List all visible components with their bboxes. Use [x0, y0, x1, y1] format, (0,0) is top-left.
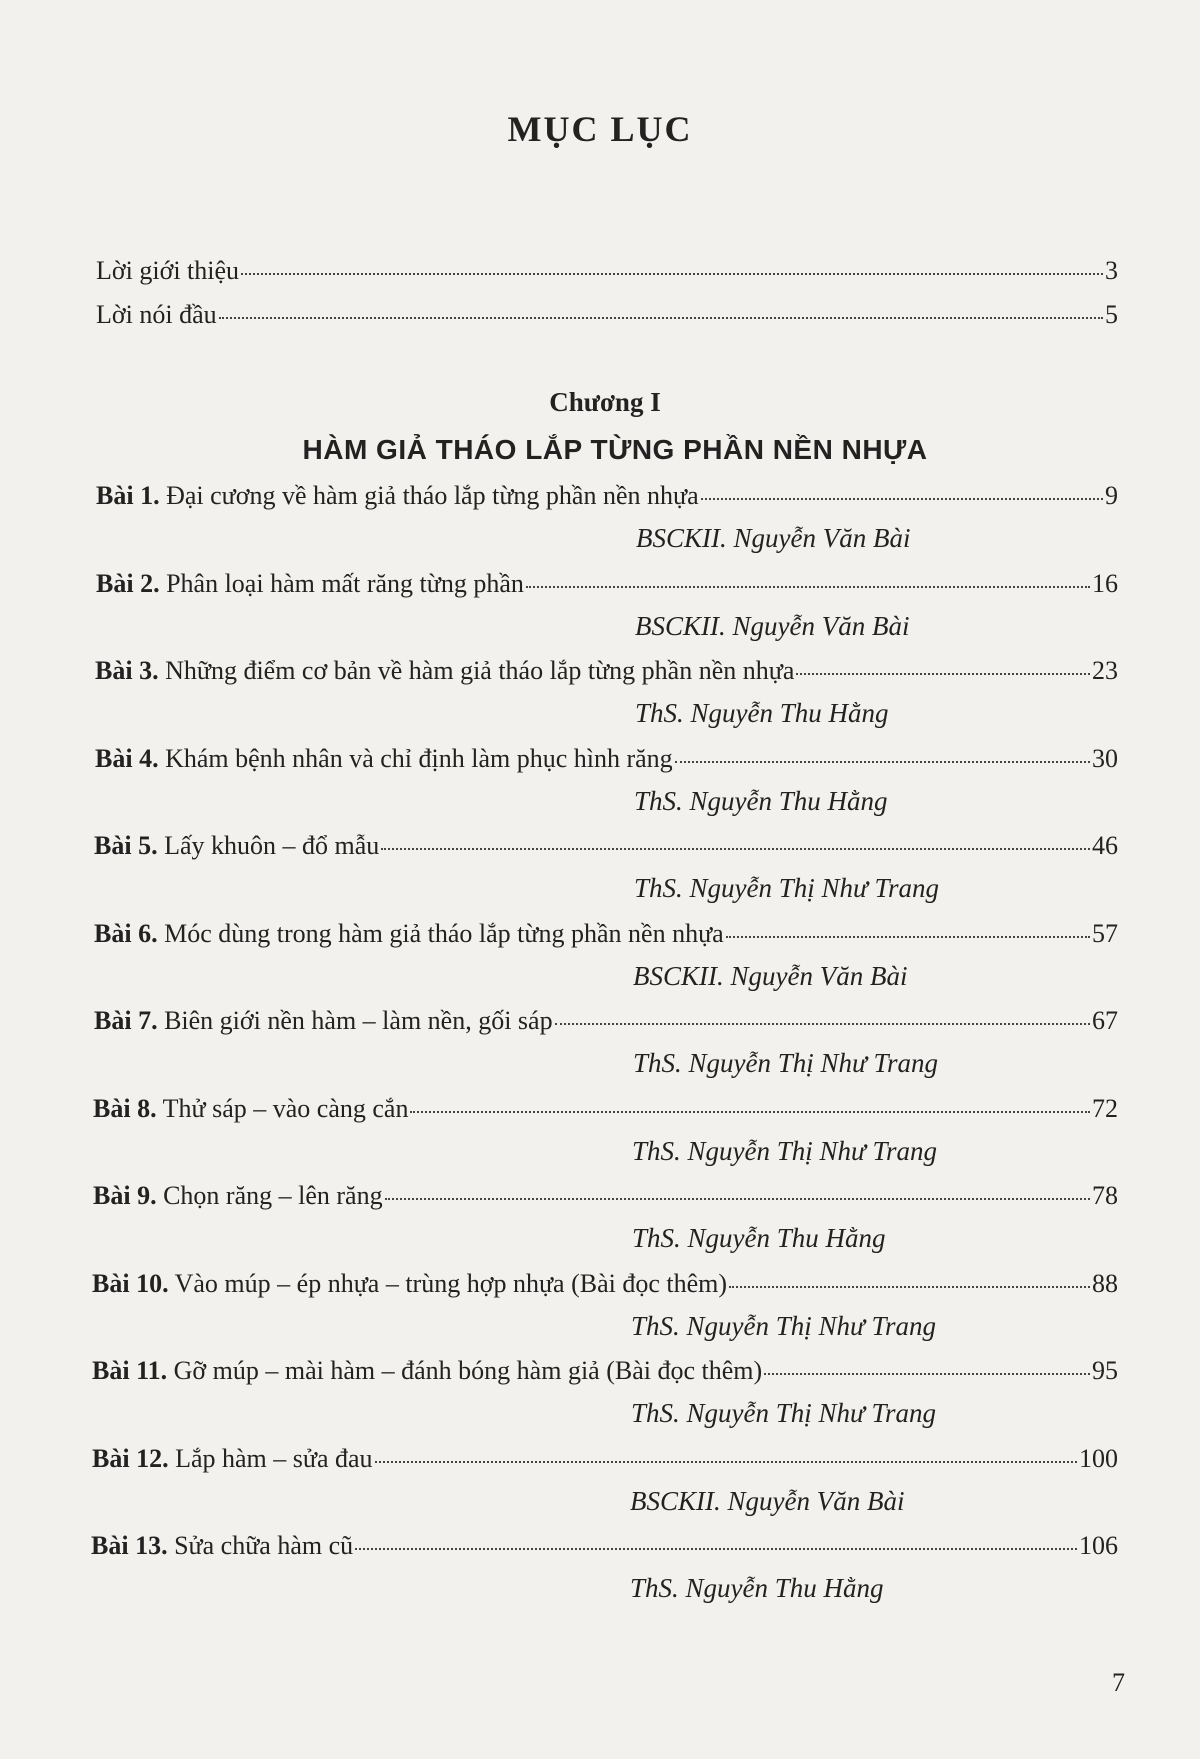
- dot-leader: [385, 1198, 1090, 1200]
- lesson-number: Bài 8.: [93, 1093, 157, 1123]
- entry-page: 9: [1105, 481, 1118, 510]
- dot-leader: [241, 273, 1103, 275]
- entry-title: [91, 1531, 353, 1561]
- toc-entry-lesson: [96, 481, 1118, 511]
- dot-leader: [764, 1373, 1090, 1375]
- entry-title: [96, 481, 699, 511]
- entry-title: Lời nói đầu: [96, 300, 217, 329]
- lesson-title: Thử sáp – vào càng cắn: [162, 1093, 409, 1123]
- lesson-title: Lấy khuôn – đổ mẫu: [164, 831, 380, 860]
- lesson-number: Bài 4.: [95, 743, 159, 773]
- page-number: 7: [1112, 1668, 1125, 1697]
- entry-title: [92, 1269, 727, 1299]
- dot-leader: [726, 936, 1090, 938]
- dot-leader: [375, 1461, 1077, 1463]
- toc-entry-lesson: [92, 1444, 1118, 1474]
- toc-entry-lesson: [91, 1531, 1118, 1561]
- dot-leader: [219, 317, 1103, 319]
- lesson-number: Bài 7.: [94, 1006, 158, 1035]
- entry-title: [94, 1006, 553, 1036]
- entry-page: 88: [1092, 1268, 1118, 1298]
- entry-title: [96, 569, 524, 599]
- entry-page: 78: [1092, 1181, 1118, 1210]
- dot-leader: [729, 1286, 1090, 1288]
- entry-title: [93, 1094, 408, 1124]
- lesson-number: Bài 10.: [92, 1268, 169, 1298]
- lesson-title: Sửa chữa hàm cũ: [174, 1531, 354, 1560]
- chapter-title: HÀM GIẢ THÁO LẮP TỪNG PHẦN NỀN NHỰA: [302, 434, 928, 465]
- lesson-title: Chọn răng – lên răng: [163, 1181, 383, 1210]
- lesson-number: Bài 6.: [94, 918, 158, 948]
- entry-page: 72: [1092, 1093, 1118, 1123]
- entry-page: 100: [1079, 1443, 1118, 1473]
- lesson-author: ThS. Nguyễn Thị Như Trang: [631, 1310, 937, 1341]
- toc-entry-lesson: [93, 1181, 1118, 1211]
- entry-page: 67: [1092, 1006, 1118, 1035]
- lesson-title: Lắp hàm – sửa đau: [175, 1443, 373, 1473]
- lesson-number: Bài 5.: [94, 831, 158, 860]
- lesson-number: Bài 13.: [91, 1531, 168, 1560]
- lesson-title: Gỡ múp – mài hàm – đánh bóng hàm giả (Bài đọc thêm): [173, 1356, 763, 1385]
- lesson-author: ThS. Nguyễn Thu Hằng: [632, 1223, 886, 1253]
- lesson-author: ThS. Nguyễn Thị Như Trang: [631, 1398, 937, 1428]
- dot-leader: [701, 498, 1103, 500]
- entry-title: Lời giới thiệu: [96, 256, 240, 285]
- entry-page: 16: [1092, 568, 1118, 598]
- lesson-author: ThS. Nguyễn Thị Như Trang: [633, 1048, 939, 1078]
- lesson-title: Móc dùng trong hàm giả tháo lắp từng phần nền nhựa: [164, 918, 724, 948]
- toc-entry-front-matter: [96, 300, 1118, 330]
- toc-entry-lesson: [95, 744, 1118, 774]
- entry-title: [95, 744, 673, 774]
- entry-page: 30: [1092, 743, 1118, 773]
- toc-entry-lesson: [94, 1006, 1118, 1036]
- lesson-number: Bài 3.: [95, 656, 159, 685]
- lesson-number: Bài 1.: [96, 481, 160, 510]
- entry-page: 57: [1092, 918, 1118, 948]
- entry-page: 5: [1105, 300, 1118, 329]
- entry-page: 23: [1092, 656, 1118, 685]
- lesson-title: Vào múp – ép nhựa – trùng hợp nhựa (Bài đọc thêm): [174, 1268, 728, 1298]
- lesson-title: Những điểm cơ bản về hàm giả tháo lắp từng phần nền nhựa: [165, 656, 795, 685]
- dot-leader: [555, 1023, 1090, 1025]
- entry-title: [92, 1444, 373, 1474]
- toc-entry-lesson: [93, 1094, 1118, 1124]
- chapter-number: Chương I: [549, 387, 661, 417]
- dot-leader: [526, 586, 1090, 588]
- lesson-author: ThS. Nguyễn Thị Như Trang: [634, 873, 940, 903]
- lesson-number: Bài 12.: [92, 1443, 169, 1473]
- entry-title: [93, 1181, 383, 1211]
- lesson-author: ThS. Nguyễn Thị Như Trang: [632, 1135, 938, 1166]
- lesson-number: Bài 2.: [96, 568, 160, 598]
- lesson-author: BSCKII. Nguyễn Văn Bài: [630, 1485, 905, 1516]
- entry-title: [92, 1356, 762, 1386]
- entry-title: [94, 831, 379, 861]
- toc-entry-lesson: [94, 919, 1118, 949]
- entry-page: 106: [1079, 1531, 1118, 1560]
- toc-entry-lesson: [96, 569, 1118, 599]
- dot-leader: [796, 673, 1090, 675]
- dot-leader: [355, 1548, 1077, 1550]
- toc-entry-lesson: [92, 1269, 1118, 1299]
- lesson-number: Bài 9.: [93, 1181, 157, 1210]
- toc-entry-lesson: [94, 831, 1118, 861]
- lesson-title: Biên giới nền hàm – làm nền, gối sáp: [164, 1006, 553, 1035]
- dot-leader: [410, 1111, 1090, 1113]
- lesson-author: ThS. Nguyễn Thu Hằng: [634, 785, 888, 816]
- entry-title: [94, 919, 724, 949]
- entry-page: 46: [1092, 831, 1118, 860]
- lesson-author: ThS. Nguyễn Thu Hằng: [630, 1573, 884, 1603]
- lesson-title: Khám bệnh nhân và chỉ định làm phục hình răng: [165, 743, 673, 773]
- lesson-author: BSCKII. Nguyễn Văn Bài: [635, 610, 910, 641]
- dot-leader: [675, 761, 1090, 763]
- entry-title: [95, 656, 794, 686]
- lesson-author: BSCKII. Nguyễn Văn Bài: [636, 523, 911, 553]
- dot-leader: [381, 848, 1090, 850]
- lesson-title: Đại cương về hàm giả tháo lắp từng phần nền nhựa: [166, 481, 699, 510]
- page-title: MỤC LỤC: [507, 109, 693, 149]
- toc-entry-lesson: [92, 1356, 1118, 1386]
- lesson-title: Phân loại hàm mất răng từng phần: [166, 568, 524, 598]
- toc-entry-lesson: [95, 656, 1118, 686]
- toc-entry-front-matter: [96, 256, 1118, 286]
- entry-page: 95: [1092, 1356, 1118, 1385]
- lesson-author: ThS. Nguyễn Thu Hằng: [635, 698, 889, 728]
- entry-page: 3: [1105, 256, 1118, 285]
- lesson-number: Bài 11.: [92, 1356, 168, 1385]
- lesson-author: BSCKII. Nguyễn Văn Bài: [633, 960, 908, 991]
